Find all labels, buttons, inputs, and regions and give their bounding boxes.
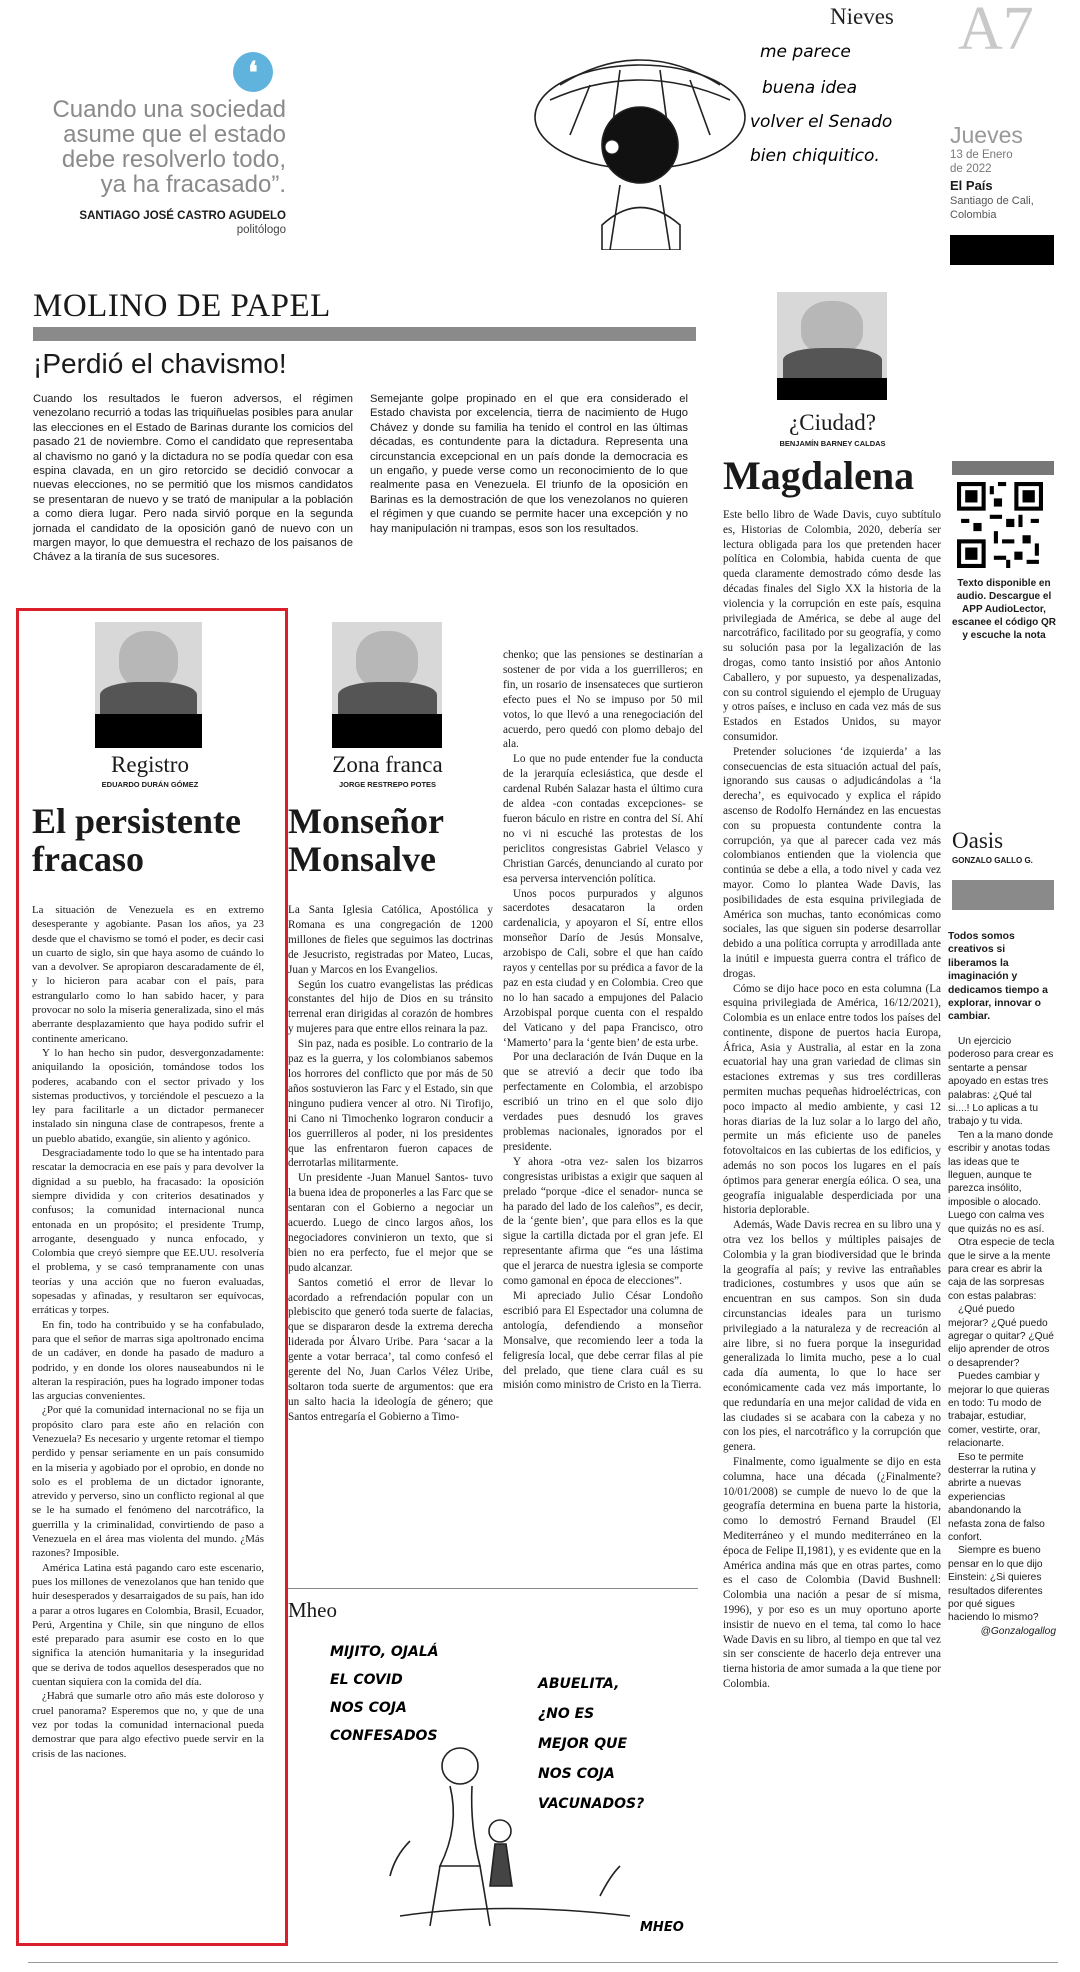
- registro-para-5: ¿Por qué la comunidad internacional no se fija un propósito claro para este año en relación con Venezuela? Es necesario y urgente retomar el tiempo perdido y pensar seriamente en un país consumido en la miseria y agobiado por el oprobio, en donde no solo es el problema de un dictador ignorante, atrevido y perverso, sino un conflicto regional al que se le ha sumado el fenómeno del narcotráfico, la guerrilla y la criminalidad, convirtiendo de paso a Venezuela en el área mas violenta del mundo. ¿Más razones? Imposible.: [32, 1404, 264, 1560]
- author-photo-restrepo: [332, 622, 442, 714]
- zona-para-8: Unos pocos purpurados y algunos sacerdotes desacataron la orden cardenalicia, y apoyaron el Sí, entre ellos monseñor Darío de Jesús Monsalve, arzobispo de Cali, sobre el que han caído rayos y centellas por su prédica a favor de la paz en esta ciudad y en Colombia. Creo que no lo han sacado a empujones del Palacio Arzobispal porque cuenta con el respaldo del Vaticano y del papa Francisco, otro ‘Mamerto’ para la ‘gente bien’ de esta urbe.: [503, 887, 703, 1049]
- oasis-para-5: Puedes cambiar y mejorar lo que quieras en todo: Tu modo de trabajar, estudiar, comer, vestirte, orar, relacionarte.: [948, 1371, 1050, 1450]
- cartoon-flower: [605, 140, 619, 154]
- registro-body: [32, 903, 264, 1761]
- zona-para-9: Por una declaración de Iván Duque en la que se atrevió a decir que todo iba perfectamente en Colombia, el arzobispo escribió un trino en el que solo dijo verdades pues desnudó los graves problemas nacionales, ignorados por el presidente.: [503, 1051, 703, 1153]
- quote-icon: ❛: [233, 52, 273, 92]
- zona-para-6: chenko; que las pensiones se destinarían a sostener de por vida a los guerrilleros; en fin, un rosario de insensateces que surtieron efecto pues el No se impuso por 50 mil votos, lo que llevó a una renegociación del acuerdo, pero quedó con plomo debajo del ala.: [503, 649, 703, 751]
- zona-section: Zona franca: [332, 752, 443, 777]
- registro-para-1: La situación de Venezuela es en extremo desesperante y agobiante. Pasan los años, ya 23 desde que el chavismo se tomó el poder, es decir casi un cuarto de siglo, sin que haya asomo de cuándo lo van a devolver. Se apropiaron descaradamente de él, y lo hicieron para acabar con el país, para estrangularlo como lo han sabido hacer, y para provocar no solo la miseria generalizada, sino el más aberrante desplazamiento que haya podido sufrir el continente americano.: [32, 904, 264, 1045]
- oasis-rule: [952, 880, 1054, 910]
- zona-para-11: Mi apreciado Julio César Londoño escribió para El Espectador una columna de antología, defendiendo a monseñor Monsalve, que recomiendo leer a toda la feligresía local, que debe cerrar filas al pie del prelado, que tiene clara cuál es su misión como ministro de Cristo en la Tierra.: [503, 1289, 703, 1392]
- oasis-author: GONZALO GALLO G.: [952, 856, 1033, 865]
- ciudad-para-1: Este bello libro de Wade Davis, cuyo subtítulo es, Historias de Colombia, 2020, debería ser lectura obligada para los que pretenden hacer política en Colombia, habida cuenta de que queda claramente demostrado cómo desde las décadas finales del Siglo XX la historia de la violencia y la corrupción en este país, esquina privilegiada de América, se debe al auge del narcotráfico, facilitado por su geografía, y como su solución pasa por la legalización de las drogas, como tanto insistió por años Antonio Caballero, y por supuesto, ya despenalizadas, con su control siguiendo el ejemplo de Uruguay y otros países, e incluso en cada vez más de sus Estados en Estados Unidos, su mayor consumidor.: [723, 509, 941, 743]
- mheo-bubble2-line3: MEJOR QUE: [538, 1736, 628, 1752]
- ciudad-author: BENJAMÍN BARNEY CALDAS: [779, 439, 886, 448]
- date-line-1: 13 de Enero: [950, 149, 1013, 161]
- registro-para-7: ¿Habrá que sumarle otro año más este doloroso y cruel panorama? Esperemos que no, y que de una vez por todas la comunidad internacional pueda demostrar que para algo efectivo puede servir en la crisis de las naciones.: [32, 1690, 264, 1760]
- photo-redaction-duran: [95, 714, 202, 748]
- cartoon-woman-figure: [535, 60, 745, 250]
- mheo-bubble1-line1: MIJITO, OJALÁ: [330, 1644, 439, 1660]
- registro-para-4: En fin, todo ha contribuido y se ha confabulado, para que el señor de marras siga apoltronado encima de un cadáver, en donde ha pasado de maduro a podrido, y en donde los olores nauseabundos ni le alteran la respiración, pues ha logrado imponer todas las argucias convenientes.: [32, 1318, 264, 1403]
- mheo-rule: [288, 1588, 698, 1589]
- registro-author: EDUARDO DURÁN GÓMEZ: [101, 780, 199, 789]
- zona-headline: Monseñor Monsalve: [288, 801, 444, 879]
- qr-code[interactable]: [957, 482, 1043, 568]
- ciudad-para-5: Finalmente, como igualmente se dijo en esta columna, hace una década (¿Finalmente? 10/01/2008) se cumple de nuevo lo de que la geografía determina en buena parte la historia, como lo demostró Fernand Braudel (El Mediterráneo y el mundo mediterráneo en la época de Felipe II,1981), y es evidente que en la América andina más que en otras partes, como es el caso de Colombia (David Bushnell: Colombia una nación a pesar de sí misma, 1996), y por eso es un muy oportuno aporte insistir de nuevo en el tema, tal como lo hace Wade Davis en su libro, al tiempo en que tal vez sin ser consciente de hacerlo deja entrever una tierna historia de amor sumada a la que tiene por Colombia.: [723, 1456, 941, 1690]
- ciudad-headline: Magdalena: [723, 453, 915, 498]
- ciudad-para-4: Además, Wade Davis recrea en su libro una y otra vez los bellos y múltiples paisajes de Colombia y la gran biodiversidad que le brinda la geografía al país; y revive las entrañables tradiciones, costumbres y usos que aún se encuentran en sus campos. Son sin duda circunstancias ideales para un turismo privilegiado a la naturaleza y de recreación al aire libre, si no fuera porque la inseguridad generalizada lo limita mucho, pese a lo cual cada día aumenta, lo que lo hace ser económicamente cada vez más importante, lo que redundaría en una mejor calidad de vida en las ciudades si se acabara con la cabeza y no con los pies, el narcotráfico y la corrupción que genera.: [723, 1219, 941, 1454]
- page-code: A7: [958, 0, 1034, 63]
- zona-para-2: Según los cuatro evangelistas las prédicas constantes del hijo de Dios en su tránsito terrenal eran dirigidas al corazón de hombres y mujeres para que entre ellos reinara la paz.: [288, 978, 493, 1036]
- mheo-bubble2-line5: VACUNADOS?: [538, 1796, 645, 1812]
- oasis-section: Oasis: [952, 828, 1004, 853]
- zona-para-4: Un presidente -Juan Manuel Santos- tuvo la buena idea de proponerles a las Farc que se sentaran con el Gobierno a negociar un acuerdo. Luego de cinco largos años, los negociadores convinieron un texto, que si bien no era perfecto, fue el mejor que se pudo alcanzar.: [288, 1172, 493, 1274]
- mheo-bubble1-line2: EL COVID: [330, 1672, 403, 1688]
- mheo-label: Mheo: [288, 1598, 337, 1622]
- cartoon-caption-2: buena idea: [762, 78, 858, 98]
- mheo-bubble2-line2: ¿NO ES: [538, 1706, 595, 1722]
- ciudad-section: ¿Ciudad?: [789, 410, 876, 435]
- cartoon-caption-4: bien chiquitico.: [750, 146, 880, 166]
- page-bottom-rule: [28, 1962, 1058, 1963]
- mheo-bubble1-line4: CONFESADOS: [330, 1728, 438, 1744]
- registro-section: Registro: [111, 752, 189, 777]
- masthead-redaction: [950, 235, 1054, 265]
- oasis-para-2: Ten a la mano donde escribir y anotas todas las ideas que te lleguen, aunque te parezca insólito, imposible o alocado. Luego con calma ves que quizás no es así.: [948, 1129, 1054, 1235]
- cartoon-caption-3: volver el Senado: [750, 112, 893, 132]
- qr-text: Texto disponible en audio. Descargue el APP AudioLector, escanee el código QR y escuche la nota: [952, 578, 1056, 641]
- zona-para-5: Santos cometió el error de llevar lo acordado a refrendación popular con un plebiscito que generó toda suerte de falacias, que se dispararon desde la extrema derecha liderada por Álvaro Uribe. Para ‘sacar a la gente a votar berraca’, tal como confesó el gerente del No, Juan Carlos Vélez Uribe, soltaron toda suerte de argumentos: que era un salto hacia la ideología de género; que Santos entregaría el Gobierno a Timo-: [288, 1276, 493, 1423]
- quote-author-role: politólogo: [236, 224, 286, 236]
- zona-para-3: Sin paz, nada es posible. Lo contrario de la paz es la guerra, y los colombianos sabemos los horrores del conflicto que por más de 50 años sostuvieron las Farc y el Estado, sin que ninguno pudiera vencer al otro. Ni Tirofijo, ni Cano ni Timochenko lograron conducir a los guerrilleros al poder, ni los presidentes que las enfrentaron fueron capaces de derrotarlas militarmente.: [288, 1038, 493, 1170]
- date-line: [950, 148, 1013, 176]
- oasis-para-7: Siempre es bueno pensar en lo que dijo Einstein: ¿Si quieres resultados diferentes por qué sigues haciendo lo mismo?: [948, 1545, 1043, 1624]
- author-photo-duran: [95, 622, 202, 714]
- zona-col-1: [288, 903, 493, 1425]
- oasis-para-6: Eso te permite desterrar la rutina y abrirte a nuevas experiencias abandonando la nefasta zona de falso confort.: [948, 1451, 1045, 1544]
- oasis-para-4: ¿Qué puedo mejorar? ¿Qué puedo agregar o quitar? ¿Qué elijo aprender de otros o desaprender?: [948, 1304, 1054, 1369]
- oasis-para-1: Un ejercicio poderoso para crear es sentarte a pensar apoyado en estas tres palabras: ¿Qué tal si....! Lo aplicas a tu trabajo y tu vida.: [948, 1036, 1054, 1128]
- molino-title: MOLINO DE PAPEL: [33, 288, 331, 324]
- city-line: [950, 194, 1034, 222]
- registro-headline: El persistente fracaso: [32, 801, 241, 879]
- zona-col-2: [503, 648, 703, 1393]
- weekday: Jueves: [950, 122, 1023, 148]
- zona-author: JORGE RESTREPO POTES: [338, 780, 437, 789]
- molino-rule: [33, 327, 696, 341]
- city-line-2: Colombia: [950, 209, 997, 221]
- quote-author: SANTIAGO JOSÉ CASTRO AGUDELO: [79, 210, 286, 222]
- ciudad-para-3: Cómo se dijo hace poco en esta columna (La esquina privilegiada de América, 16/12/2021), Colombia es un enlace entre todos los países del continente, dispone de puertos hacia Europa, África, Asia y Australia, al estar en la zona ecuatorial hay una gran variedad de climas sin estaciones extremas y sus tres cordilleras permiten muchas pequeñas hidroeléctricas, con poco impacto al medio ambiente, y casi 12 horas diarias de la luz solar a lo largo del año, permite un más eficiente uso de paneles fotovoltaicos en las cubiertas de los edificios, y además no son pocos los lugares en el país óptimos para generar energía eólica. O sea, una geografía inigualable desperdiciada por una historia deplorable.: [723, 982, 941, 1217]
- oasis-handle: @Gonzalogallog: [980, 1625, 1056, 1637]
- registro-para-2: Y lo han hecho sin pudor, desvergonzadamente: aniquilando la oposición, tomándose todos los poderes, acabando con el sector privado y los sistemas productivos, y torciéndole el pescuezo a la ley para facilitarle a un dictador permanecer instalado sin ninguna clase de contrapesos, frente a un pueblo abatido, exangüe, sin aliento y agónico.: [32, 1046, 264, 1145]
- cartoon-caption-1: me parece: [760, 42, 851, 62]
- city-line-1: Santiago de Cali,: [950, 195, 1034, 207]
- mheo-bubble1-line3: NOS COJA: [330, 1700, 407, 1716]
- oasis-para-3: Otra especie de tecla que le sirve a la mente para crear es abrir la caja de las sorpresas con estas palabras:: [948, 1237, 1055, 1302]
- oasis-body: [948, 1035, 1056, 1638]
- registro-para-3: Desgraciadamente todo lo que se ha intentado para rescatar la democracia en ese país y para devolver la dignidad a su pueblo, ha fracasado: la oposición siempre dividida y con criterios desatinados y confusos; la comunidad internacional nunca entonada en un propósito; el presidente Trump, arrogante, desenguado y nunca enfocado, y Colombia que creyó siempre que EE.UU. resolvería el problema, y se casó tempranamente con unas teorías y una acción que no fueron evaluadas, sopesadas y afinadas, y resultaron ser equívocas, erráticas y torpes.: [32, 1147, 264, 1317]
- author-photo-barney: [777, 292, 887, 378]
- molino-headline: ¡Perdió el chavismo!: [33, 348, 287, 379]
- mheo-cartoon: [300, 1626, 700, 1946]
- zona-para-10: Y ahora -otra vez- salen los bizarros congresistas uribistas a exigir que saquen al prelado “porque -dice el senador- nunca se ha parado del lado de los caleños”, es decir, de la ‘gente bien’, que para ellos es la que sigue la cartilla dictada por el gran jefe. El representante afirma que “es una lástima que el jerarca de nuestra iglesia se comporte como gamonal en época de elecciones”.: [503, 1155, 703, 1288]
- section-name: Nieves: [830, 4, 894, 29]
- top-cartoon: [530, 25, 950, 250]
- molino-col-2: Semejante golpe propinado en el que era considerado el Estado chavista por excelencia, tierra de nacimiento de Hugo Chávez y donde su familia ha tenido el control en las últimas décadas, es contundente para la dictadura. Representa una circunstancia excepcional en un país donde la democracia es un engaño, y puede verse como un reconocimiento de lo que realmente pasa en Venezuela. El triunfo de la oposición en Barinas es la demostración de que los venezolanos no quieren el régimen y que cuando se permite hacer una excepción y no hay manipulación ni trampas, esos son los resultados.: [370, 393, 688, 535]
- photo-redaction-barney: [777, 378, 887, 400]
- molino-col-1: Cuando los resultados le fueron adversos, el régimen venezolano recurrió a todas las triquiñuelas posibles para anular las elecciones en el Estado de Barinas durante los comicios del pasado 21 de noviembre. Como el candidato que representaba al chavismo no ganó y la dictadura no se podía quedar con esa espina clavada, en un giro retorcido se decidió convocar a nuevas elecciones, no se permitió que los mismos candidatos se presentaran de nuevo y se trató de manipular a la población a como diera lugar. Pero nada sirvió porque en la segunda jornada el candidato de la oposición ganó de nuevo con un margen mayor, lo que demuestra el rechazo de los paisanos de Chávez a la tiranía de sus sucesores.: [33, 393, 353, 564]
- quote-text: Cuando una sociedad asume que el estado debe resolverlo todo, ya ha fracasado”.: [52, 96, 286, 198]
- mheo-bubble2-line1: ABUELITA,: [538, 1676, 620, 1692]
- registro-para-6: América Latina está pagando caro este escenario, pues los millones de venezolanos que han tenido que huir desesperados y desarraigados de su país, han ido a parar a otros lugares en Colombia, Brasil, Ecuador, Perú, Argentina y Chile, sin que ninguno de ellos esté preparado para asumir ese costo en lo que significa la atención humanitaria y la inseguridad que se deriva de todos aquellos desesperados que no cuentan siquiera con la comida del día.: [32, 1561, 264, 1689]
- oasis-lead: Todos somos creativos si liberamos la imaginación y dedicamos tiempo a explorar, innovar o cambiar.: [948, 931, 1048, 1023]
- zona-para-7: Lo que no pude entender fue la conducta de la jerarquía eclesiástica, que desde el cardenal Rubén Salazar hasta el último cura de aldea -con contadas excepciones- se fueron báculo en ristre en contra del Sí. Ahí no vi ni escuché las protestas de los periclitos congresistas Gabriel Velasco y Christian Garcés, denunciando al curato por esa perversa intervención política.: [503, 753, 703, 885]
- ciudad-para-2: Pretender soluciones ‘de izquierda’ a las consecuencias de esta situación actual del país, ignorando sus causas o adjudicándolas a ‘la derecha’, es equivocado y explica el rápido ascenso de Rodolfo Hernández en las encuestas con su propuesta contundente contra la corrupción, ya que al parecer cada vez más colombianos entienden que la violencia que continúa se debe a ella, a todo nivel y cada vez mayor. Como lo plantea Wade Davis, las posibilidades de esta esquina privilegiada de América son muchas, tanto económicas como sociales, las que siguen sin poderse desarrollar debido a una política corrupta y arrodillada ante la inútil e impuesta guerra contra el tráfico de drogas.: [723, 745, 941, 980]
- ciudad-body: [723, 508, 941, 1692]
- mheo-signature: MHEO: [640, 1920, 684, 1935]
- photo-redaction-restrepo: [332, 714, 442, 748]
- zona-para-1: La Santa Iglesia Católica, Apostólica y Romana es una congregación de 1200 millones de fieles que seguimos las doctrinas de Jesucristo, registradas por Mateo, Lucas, Juan y Marcos en los Evangelios.: [288, 904, 493, 976]
- mheo-bubble2-line4: NOS COJA: [538, 1766, 615, 1782]
- sidebar-top-rule: [952, 461, 1054, 475]
- paper-name: El País: [950, 178, 993, 193]
- date-line-2: de 2022: [950, 163, 992, 175]
